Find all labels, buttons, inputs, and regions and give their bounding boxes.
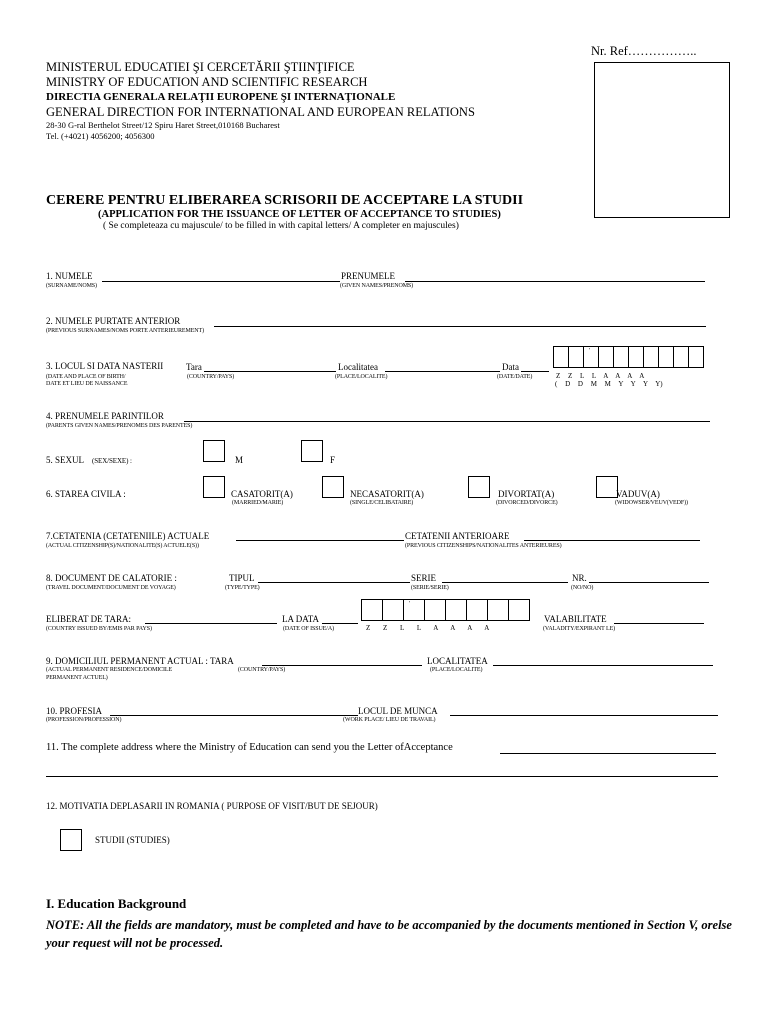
document-number-label: NR.: [572, 573, 587, 583]
birth-country-label: Tara: [186, 362, 202, 372]
previous-citizenship-label: CETATENII ANTERIOARE: [405, 531, 510, 541]
issue-date-label: LA DATA: [282, 614, 320, 624]
issued-by-label: ELIBERAT DE TARA:: [46, 614, 131, 624]
residence-sub2: PERMANENT ACTUEL): [46, 675, 108, 681]
divorced-sub: (DIVORCED/DIVORCE): [496, 500, 558, 506]
previous-surnames-sub: (PREVIOUS SURNAMES/NOMS PORTE ANTERIEUREMENT): [46, 328, 204, 334]
document-type-sub: (TYPE/TYPE): [225, 585, 260, 591]
validity-label: VALABILITATE: [544, 614, 607, 624]
divorced-label: DIVORTAT(A): [498, 489, 555, 499]
residence-country-input[interactable]: [262, 665, 422, 666]
parents-input[interactable]: [184, 421, 710, 422]
workplace-input[interactable]: [450, 715, 718, 716]
photo-box[interactable]: [594, 62, 730, 218]
sex-sub: (SEX/SEXE) :: [92, 457, 132, 465]
sex-f-label: F: [330, 455, 336, 465]
travel-document-sub: (TRAVEL DOCUMENT/DOCUMENT DE VOYAGE): [46, 585, 176, 591]
married-sub: (MARRIED/MARIE): [232, 500, 284, 506]
previous-citizenship-input[interactable]: [524, 540, 700, 541]
birth-date-cells[interactable]: [553, 346, 703, 368]
parents-sub: (PARENTS GIVEN NAMES/PRENOMES DES PARENTES): [46, 423, 193, 429]
address-input-line2[interactable]: [46, 776, 718, 777]
widowed-sub: (WIDOWSER/VEUV(VEDF)): [615, 500, 688, 506]
birth-sub2: DATE ET LIEU DE NAISSANCE: [46, 381, 128, 387]
form-instruction: ( Se completeaza cu majuscule/ to be filled in with capital letters/ A completer en majuscules): [103, 221, 459, 231]
ministry-name-ro: MINISTERUL EDUCATIEI ŞI CERCETĂRII ŞTIINŢIFICE: [46, 60, 355, 74]
profession-input[interactable]: [110, 715, 358, 716]
document-serie-sub: (SERIE/SERIE): [411, 585, 449, 591]
validity-sub: (VALADITY/EXPIRANT LE): [543, 626, 616, 632]
document-number-input[interactable]: [589, 582, 709, 583]
birth-country-sub: (COUNTRY/PAYS): [187, 374, 235, 380]
direction-name-ro: DIRECTIA GENERALA RELAŢII EUROPENE ŞI INTERNAŢIONALE: [46, 91, 396, 103]
birth-date-line: [521, 371, 549, 372]
issued-by-input[interactable]: [145, 623, 277, 624]
residence-label: 9. DOMICILIUL PERMANENT ACTUAL : TARA: [46, 656, 234, 666]
section-title: I. Education Background: [46, 896, 187, 911]
purpose-label: 12. MOTIVATIA DEPLASARII IN ROMANIA ( PURPOSE OF VISIT/BUT DE SEJOUR): [46, 801, 378, 811]
previous-citizenship-sub: (PREVIOUS CITIZENSHIPS/NATIONALITES ANTERIEURES): [405, 543, 562, 549]
issue-date-sub: (DATE OF ISSUE/A): [283, 626, 334, 632]
document-number-sub: (NO/NO): [571, 585, 594, 591]
sex-m-checkbox[interactable]: [203, 440, 225, 462]
form-subtitle: (APPLICATION FOR THE ISSUANCE OF LETTER OF ACCEPTANCE TO STUDIES): [98, 209, 501, 220]
parents-label: 4. PRENUMELE PARINTILOR: [46, 411, 164, 421]
workplace-sub: (WORK PLACE/ LIEU DE TRAVAIL): [343, 717, 436, 723]
married-checkbox[interactable]: [203, 476, 225, 498]
birth-date-sub: (DATE/DATE): [497, 374, 533, 380]
travel-document-label: 8. DOCUMENT DE CALATORIE :: [46, 573, 177, 583]
previous-surnames-input[interactable]: [214, 326, 706, 327]
birth-date-label: Data: [502, 362, 519, 372]
address-input[interactable]: [500, 753, 716, 754]
surname-sub: (SURNAME/NOMS): [46, 283, 97, 289]
birth-date-format-en: ( D D M M Y Y Y Y): [555, 380, 663, 388]
single-sub: (SINGLE/CELIBATAIRE): [350, 500, 414, 506]
single-checkbox[interactable]: [322, 476, 344, 498]
workplace-label: LOCUL DE MUNCA: [358, 706, 438, 716]
surname-input[interactable]: [102, 281, 340, 282]
given-names-label: PRENUMELE: [341, 271, 395, 281]
issue-date-line: [322, 623, 358, 624]
document-type-input[interactable]: [258, 582, 410, 583]
widowed-label: VADUV(A): [616, 489, 660, 499]
residence-place-sub: (PLACE/LOCALITE): [430, 667, 483, 673]
studies-checkbox[interactable]: [60, 829, 82, 851]
residence-country-sub: (COUNTRY/PAYS): [238, 667, 286, 673]
civil-status-label: 6. STAREA CIVILA :: [46, 489, 126, 499]
document-serie-input[interactable]: [442, 582, 568, 583]
sex-f-checkbox[interactable]: [301, 440, 323, 462]
given-names-input[interactable]: [405, 281, 705, 282]
previous-surnames-label: 2. NUMELE PURTATE ANTERIOR: [46, 316, 181, 326]
profession-label: 10. PROFESIA: [46, 706, 103, 716]
form-title: CERERE PENTRU ELIBERAREA SCRISORII DE ACCEPTARE LA STUDII: [46, 193, 524, 208]
issue-date-cells[interactable]: [361, 599, 529, 621]
residence-sub1: (ACTUAL PERMANENT RESIDENCE/DOMICILE: [46, 667, 173, 673]
citizenship-label: 7.CETATENIA (CETATENIILE) ACTUALE: [46, 531, 210, 541]
document-type-label: TIPUL: [229, 573, 255, 583]
citizenship-input[interactable]: [236, 540, 404, 541]
studies-label: STUDII (STUDIES): [95, 835, 170, 845]
divorced-checkbox[interactable]: [468, 476, 490, 498]
birth-date-format-ro: Z Z L L A A A A: [556, 372, 645, 380]
ministry-name-en: MINISTRY OF EDUCATION AND SCIENTIFIC RESEARCH: [46, 75, 368, 89]
residence-place-input[interactable]: [493, 665, 713, 666]
address-label: 11. The complete address where the Ministry of Education can send you the Letter ofAcceptance: [46, 742, 453, 753]
address: 28-30 G-ral Berthelot Street/12 Spiru Haret Street,010168 Bucharest: [46, 120, 280, 130]
birth-place-label: Localitatea: [338, 362, 378, 372]
widowed-checkbox[interactable]: [596, 476, 618, 498]
birth-place-input[interactable]: [385, 371, 500, 372]
document-serie-label: SERIE: [411, 573, 437, 583]
surname-label: 1. NUMELE: [46, 271, 93, 281]
profession-sub: (PROFESSION/PROFESSION): [46, 717, 122, 723]
residence-place-label: LOCALITATEA: [427, 656, 488, 666]
reference-number: Nr. Ref……………..: [591, 44, 697, 58]
validity-input[interactable]: [614, 623, 704, 624]
sex-m-label: M: [235, 455, 244, 465]
birth-sub1: (DATE AND PLACE OF BIRTH/: [46, 374, 126, 380]
section-note: NOTE: All the fields are mandatory, must be completed and have to be accompanied by the documents mentioned in Section V, orelse your request will not be processed.: [46, 918, 732, 950]
telephone: Tel. (+4021) 4056200; 4056300: [46, 131, 155, 141]
issue-date-format: Z Z L L A A A A: [366, 624, 490, 632]
direction-name-en: GENERAL DIRECTION FOR INTERNATIONAL AND EUROPEAN RELATIONS: [46, 105, 475, 119]
married-label: CASATORIT(A): [231, 489, 293, 499]
birth-place-sub: (PLACE/LOCALITE): [335, 374, 388, 380]
birth-country-input[interactable]: [204, 371, 336, 372]
birth-label: 3. LOCUL SI DATA NASTERII: [46, 361, 164, 371]
citizenship-sub: (ACTUAL CITIZENSHIP(S)/NATIONALITE(S) ACTUELE(S)): [46, 543, 199, 549]
single-label: NECASATORIT(A): [350, 489, 424, 499]
given-names-sub: (GIVEN NAMES/PRENOMS): [340, 283, 414, 289]
sex-label: 5. SEXUL: [46, 455, 84, 465]
issued-by-sub: (COUNTRY ISSUED BY/EMIS PAR PAYS): [46, 626, 152, 632]
